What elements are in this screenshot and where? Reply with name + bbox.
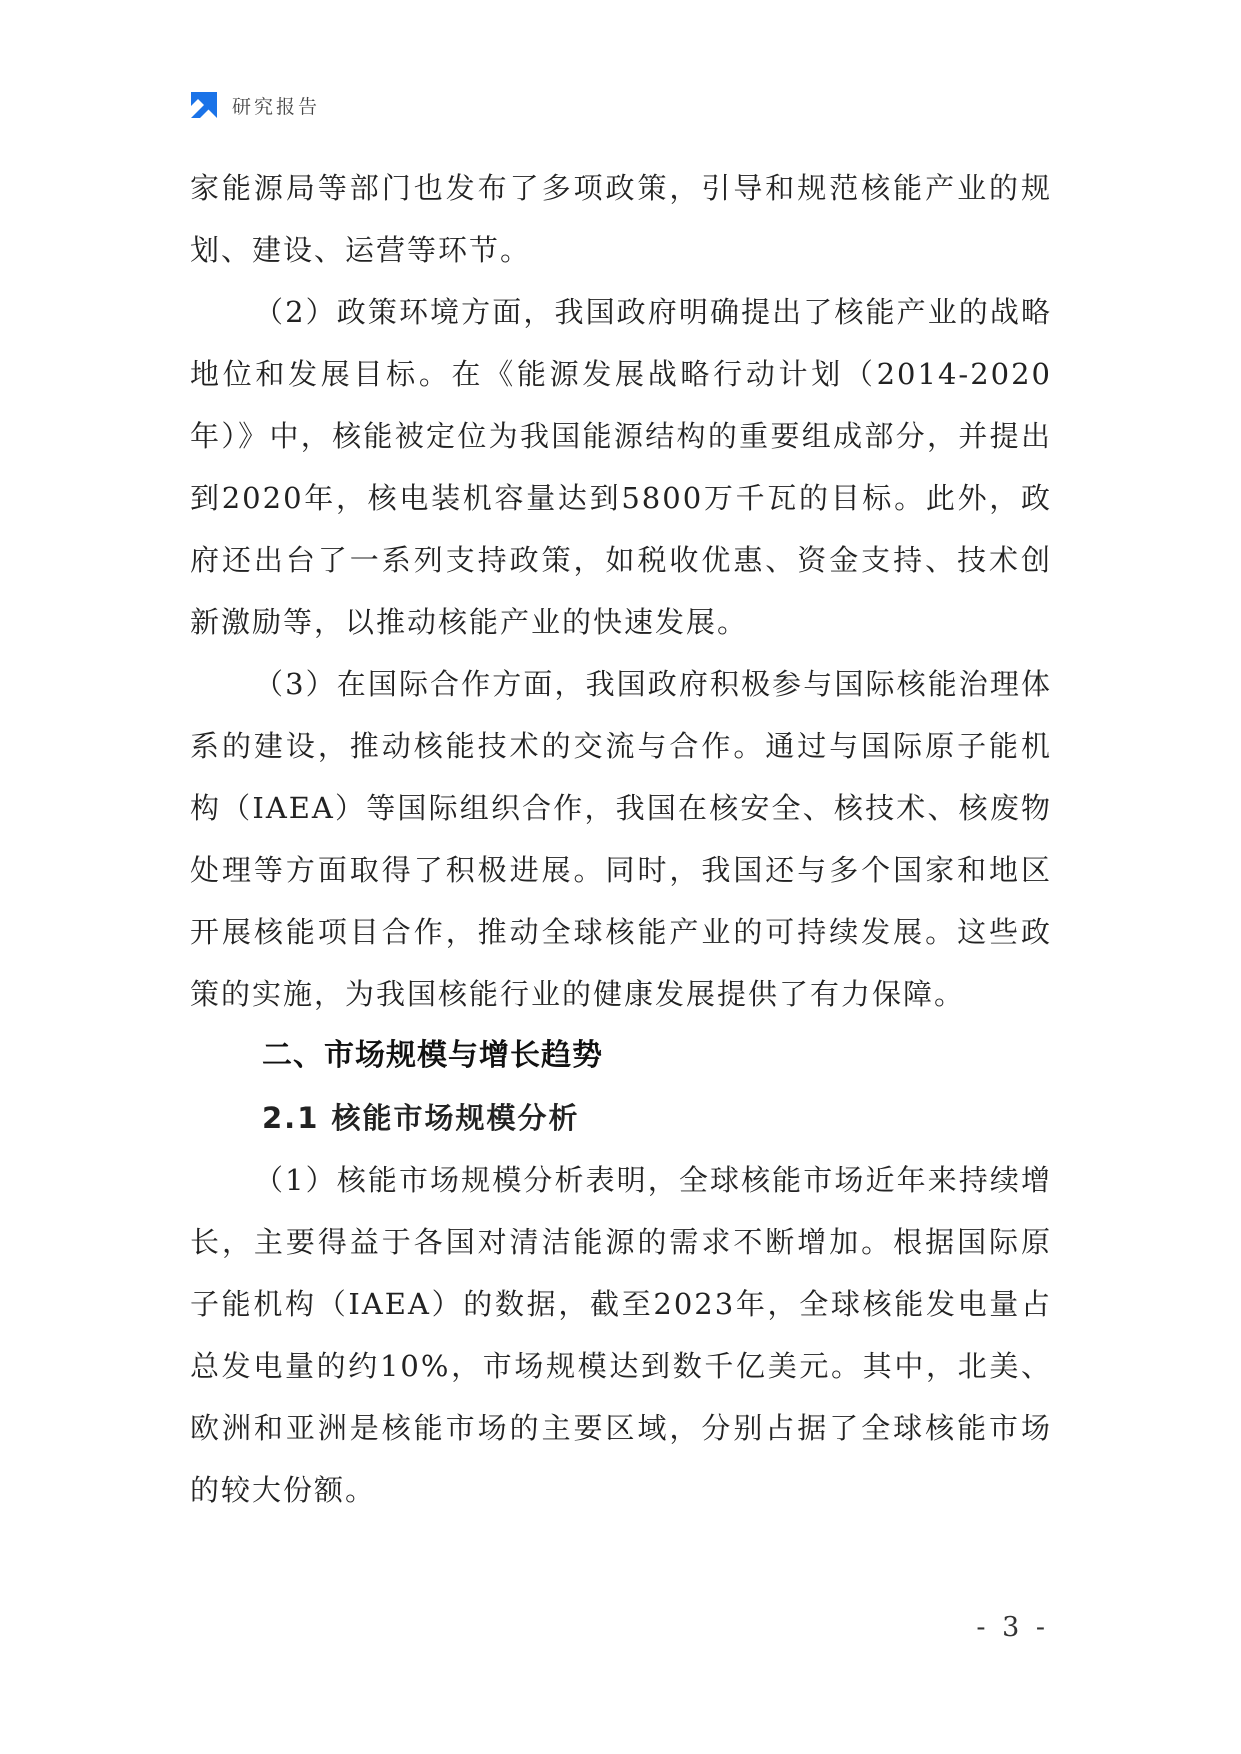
subsection-heading: 2.1 核能市场规模分析 [262,1101,580,1135]
header-title: 研究报告 [232,95,321,118]
paragraph-market-size: （1）核能市场规模分析表明，全球核能市场近年来持续增长，主要得益于各国对清洁能源的需求不断增加。根据国际原子能机构（IAEA）的数据，截至2023年，全球核能发电量占总发电量的约10%，市场规模达到数千亿美元。其中，北美、欧洲和亚洲是核能市场的主要区域，分别占据了全球核能市场的较大份额。 [190,1163,1052,1507]
diagonal-arrow-logo-icon [188,89,220,121]
paragraph-international-cooperation: （3）在国际合作方面，我国政府积极参与国际核能治理体系的建设，推动核能技术的交流与合作。通过与国际原子能机构（IAEA）等国际组织合作，我国在核安全、核技术、核废物处理等方面取得了积极进展。同时，我国还与多个国家和地区开展核能项目合作，推动全球核能产业的可持续发展。这些政策的实施，为我国核能行业的健康发展提供了有力保障。 [190,667,1052,1011]
report-header [188,88,320,122]
section-heading: 二、市场规模与增长趋势 [262,1038,603,1073]
paragraph-policy-environment: （2）政策环境方面，我国政府明确提出了核能产业的战略地位和发展目标。在《能源发展战略行动计划（2014-2020年）》中，核能被定位为我国能源结构的重要组成部分，并提出到2020年，核电装机容量达到5800万千瓦的目标。此外，政府还出台了一系列支持政策，如税收优惠、资金支持、技术创新激励等，以推动核能产业的快速发展。 [190,295,1052,639]
page-number: - 3 - [976,1612,1049,1643]
document-body [190,157,1052,1521]
paragraph-continuation: 家能源局等部门也发布了多项政策，引导和规范核能产业的规划、建设、运营等环节。 [190,171,1052,267]
